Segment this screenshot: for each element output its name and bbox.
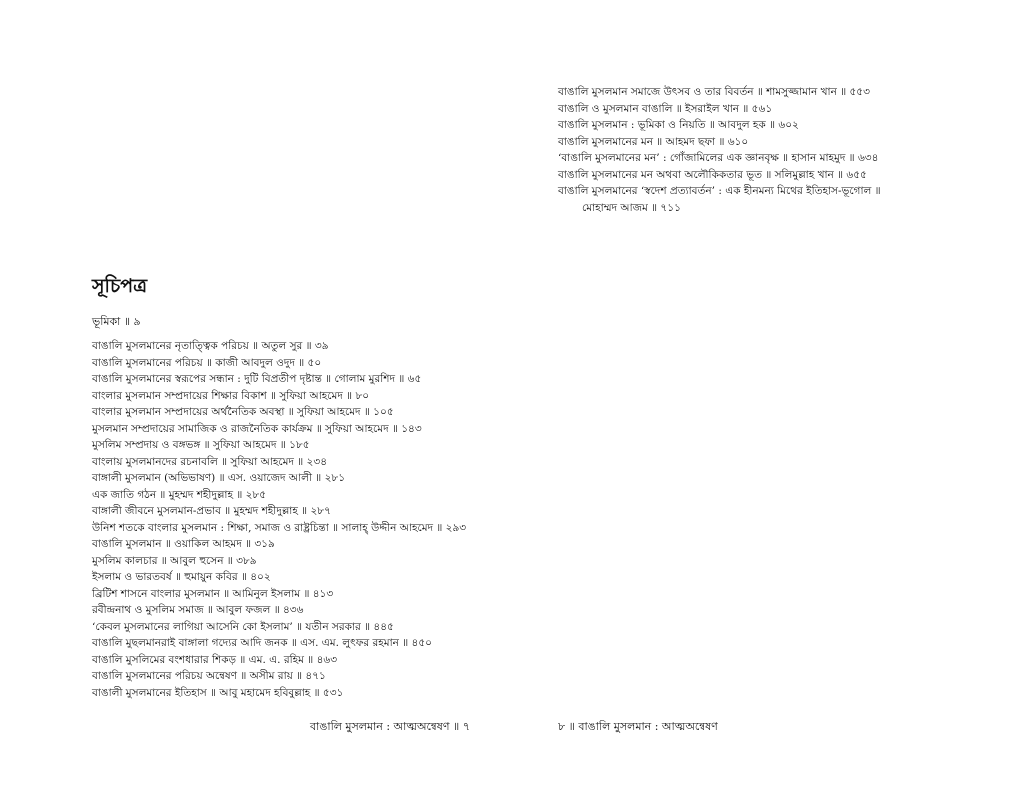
toc-entry: বাঙালি ও মুসলমান বাঙালি ॥ ইসরাইল খান ॥ ৫৬১ [558,102,773,115]
toc-list [92,338,466,701]
page-footer: বাঙালি মুসলমান : আত্মঅন্বেষণ ॥ ৭ [310,720,470,733]
toc-entry: বাঙালি মুসলিমের বংশধারার শিকড় ॥ এম. এ. রহিম ॥ ৪৬৩ [92,653,338,666]
toc-entry: বাঙ্গালী জীবনে মুসলমান-প্রভাব ॥ মুহম্মদ শহীদুল্লাহ ॥ ২৮৭ [92,505,331,517]
toc-entry: বাঙালি মুসলমানের পরিচয় অন্বেষণ ॥ অসীম রায় ॥ ৪৭১ [92,670,326,682]
right-page [512,0,1024,791]
toc-entry: বাঙালি মুছলমানরাই বাঙ্গালা গদ্যের আদি জনক ॥ এস. এম. লুৎফর রহমান ॥ ৪৫০ [92,637,433,649]
toc-entry: ইসলাম ও ভারতবর্ষ ॥ হুমায়ুন কবির ॥ ৪০২ [92,571,271,583]
toc-entry: বাঙালি মুসলমানের মন অথবা অলৌকিকতার ভূত ॥ সলিমুল্লাহ খান ॥ ৬৫৫ [558,168,867,181]
toc-entry: বাঙ্গালী মুসলমান (অভিভাষণ) ॥ এস. ওয়াজেদ আলী ॥ ২৮১ [92,472,346,484]
toc-entry: উনিশ শতকে বাংলার মুসলমান : শিক্ষা, সমাজ ও রাষ্ট্রচিন্তা ॥ সালাহ্ উদ্দীন আহমেদ ॥ ২৯৩ [92,521,467,534]
toc-entry: এক জাতি গঠন ॥ মুহম্মদ শহীদুল্লাহ ॥ ২৮৫ [92,488,267,501]
toc-continued-list [558,84,881,216]
toc-entry: বাঙালি মুসলমানের স্বরূপের সন্ধান : দুটি বিপ্রতীপ দৃষ্টান্ত ॥ গোলাম মুরশিদ ॥ ৬৫ [92,373,422,385]
toc-entry: ‘কেবল মুসলমানের লাগিয়া আসেনি কো ইসলাম’ ॥ যতীন সরকার ॥ ৪৪৫ [92,620,394,633]
toc-entry: মুসলিম সম্প্রদায় ও বঙ্গভঙ্গ ॥ সুফিয়া আহমেদ ॥ ১৮৫ [92,439,310,451]
toc-entry: রবীন্দ্রনাথ ও মুসলিম সমাজ ॥ আবুল ফজল ॥ ৪৩৬ [92,604,304,616]
toc-entry: বাংলার মুসলমান সম্প্রদায়ের অর্থনৈতিক অবস্থা ॥ সুফিয়া আহমেদ ॥ ১০৫ [92,406,394,418]
toc-entry: ব্রিটিশ শাসনে বাংলার মুসলমান ॥ আমিনুল ইসলাম ॥ ৪১৩ [92,587,334,600]
toc-title: সূচিপত্র [92,275,148,297]
toc-entry: বাঙালি মুসলমানের নৃতাত্ত্বিক পরিচয় ॥ অতুল সুর ॥ ৩৯ [92,340,329,352]
toc-entry: বাঙালি মুসলমান সমাজে উৎসব ও তার বিবর্তন ॥ শামসুজ্জামান খান ॥ ৫৫৩ [558,86,870,98]
toc-entry: বাংলার মুসলমান সম্প্রদায়ের শিক্ষার বিকাশ ॥ সুফিয়া আহমেদ ॥ ৮০ [92,389,370,402]
toc-entry: বাঙালি মুসলমানের মন ॥ আহমদ ছফা ॥ ৬১০ [558,135,749,148]
toc-entry: বাঙালি মুসলমানের পরিচয় ॥ কাজী আবদুল ওদুদ ॥ ৫০ [92,356,322,369]
toc-entry: বাঙালী মুসলমানের ইতিহাস ॥ আবু মহামেদ হবিবুল্লাহ ॥ ৫৩১ [92,686,344,699]
toc-entry: বাঙালি মুসলমানের ‘স্বদেশ প্রত্যাবর্তন’ : এক হীনমন্য মিথের ইতিহাস-ভূগোল ॥ [558,185,881,197]
toc-entry: বাংলায় মুসলমানদের রচনাবলি ॥ সুফিয়া আহমেদ ॥ ২৩৪ [92,455,328,468]
toc-entry: বাঙালি মুসলমান : ভূমিকা ও নিয়তি ॥ আবদুল হক ॥ ৬০২ [558,119,799,131]
toc-entry: ‘বাঙালি মুসলমানের মন’ : গোঁজামিলের এক জ্ঞানবৃক্ষ ॥ হাসান মাহমুদ ॥ ৬৩৪ [558,152,879,164]
toc-entry-continuation: মোহাম্মদ আজম ॥ ৭১১ [582,201,681,214]
toc-entry: মুসলমান সম্প্রদায়ের সামাজিক ও রাজনৈতিক কার্যক্রম ॥ সুফিয়া আহমেদ ॥ ১৪৩ [92,422,422,435]
toc-entry: বাঙালি মুসলমান ॥ ওয়াকিল আহমদ ॥ ৩১৯ [92,538,275,550]
toc-entry: মুসলিম কালচার ॥ আবুল হুসেন ॥ ৩৮৯ [92,554,257,567]
page-footer: ৮ ॥ বাঙালি মুসলমান : আত্মঅন্বেষণ [558,720,718,733]
toc-intro-entry: ভূমিকা ॥ ৯ [92,315,141,328]
